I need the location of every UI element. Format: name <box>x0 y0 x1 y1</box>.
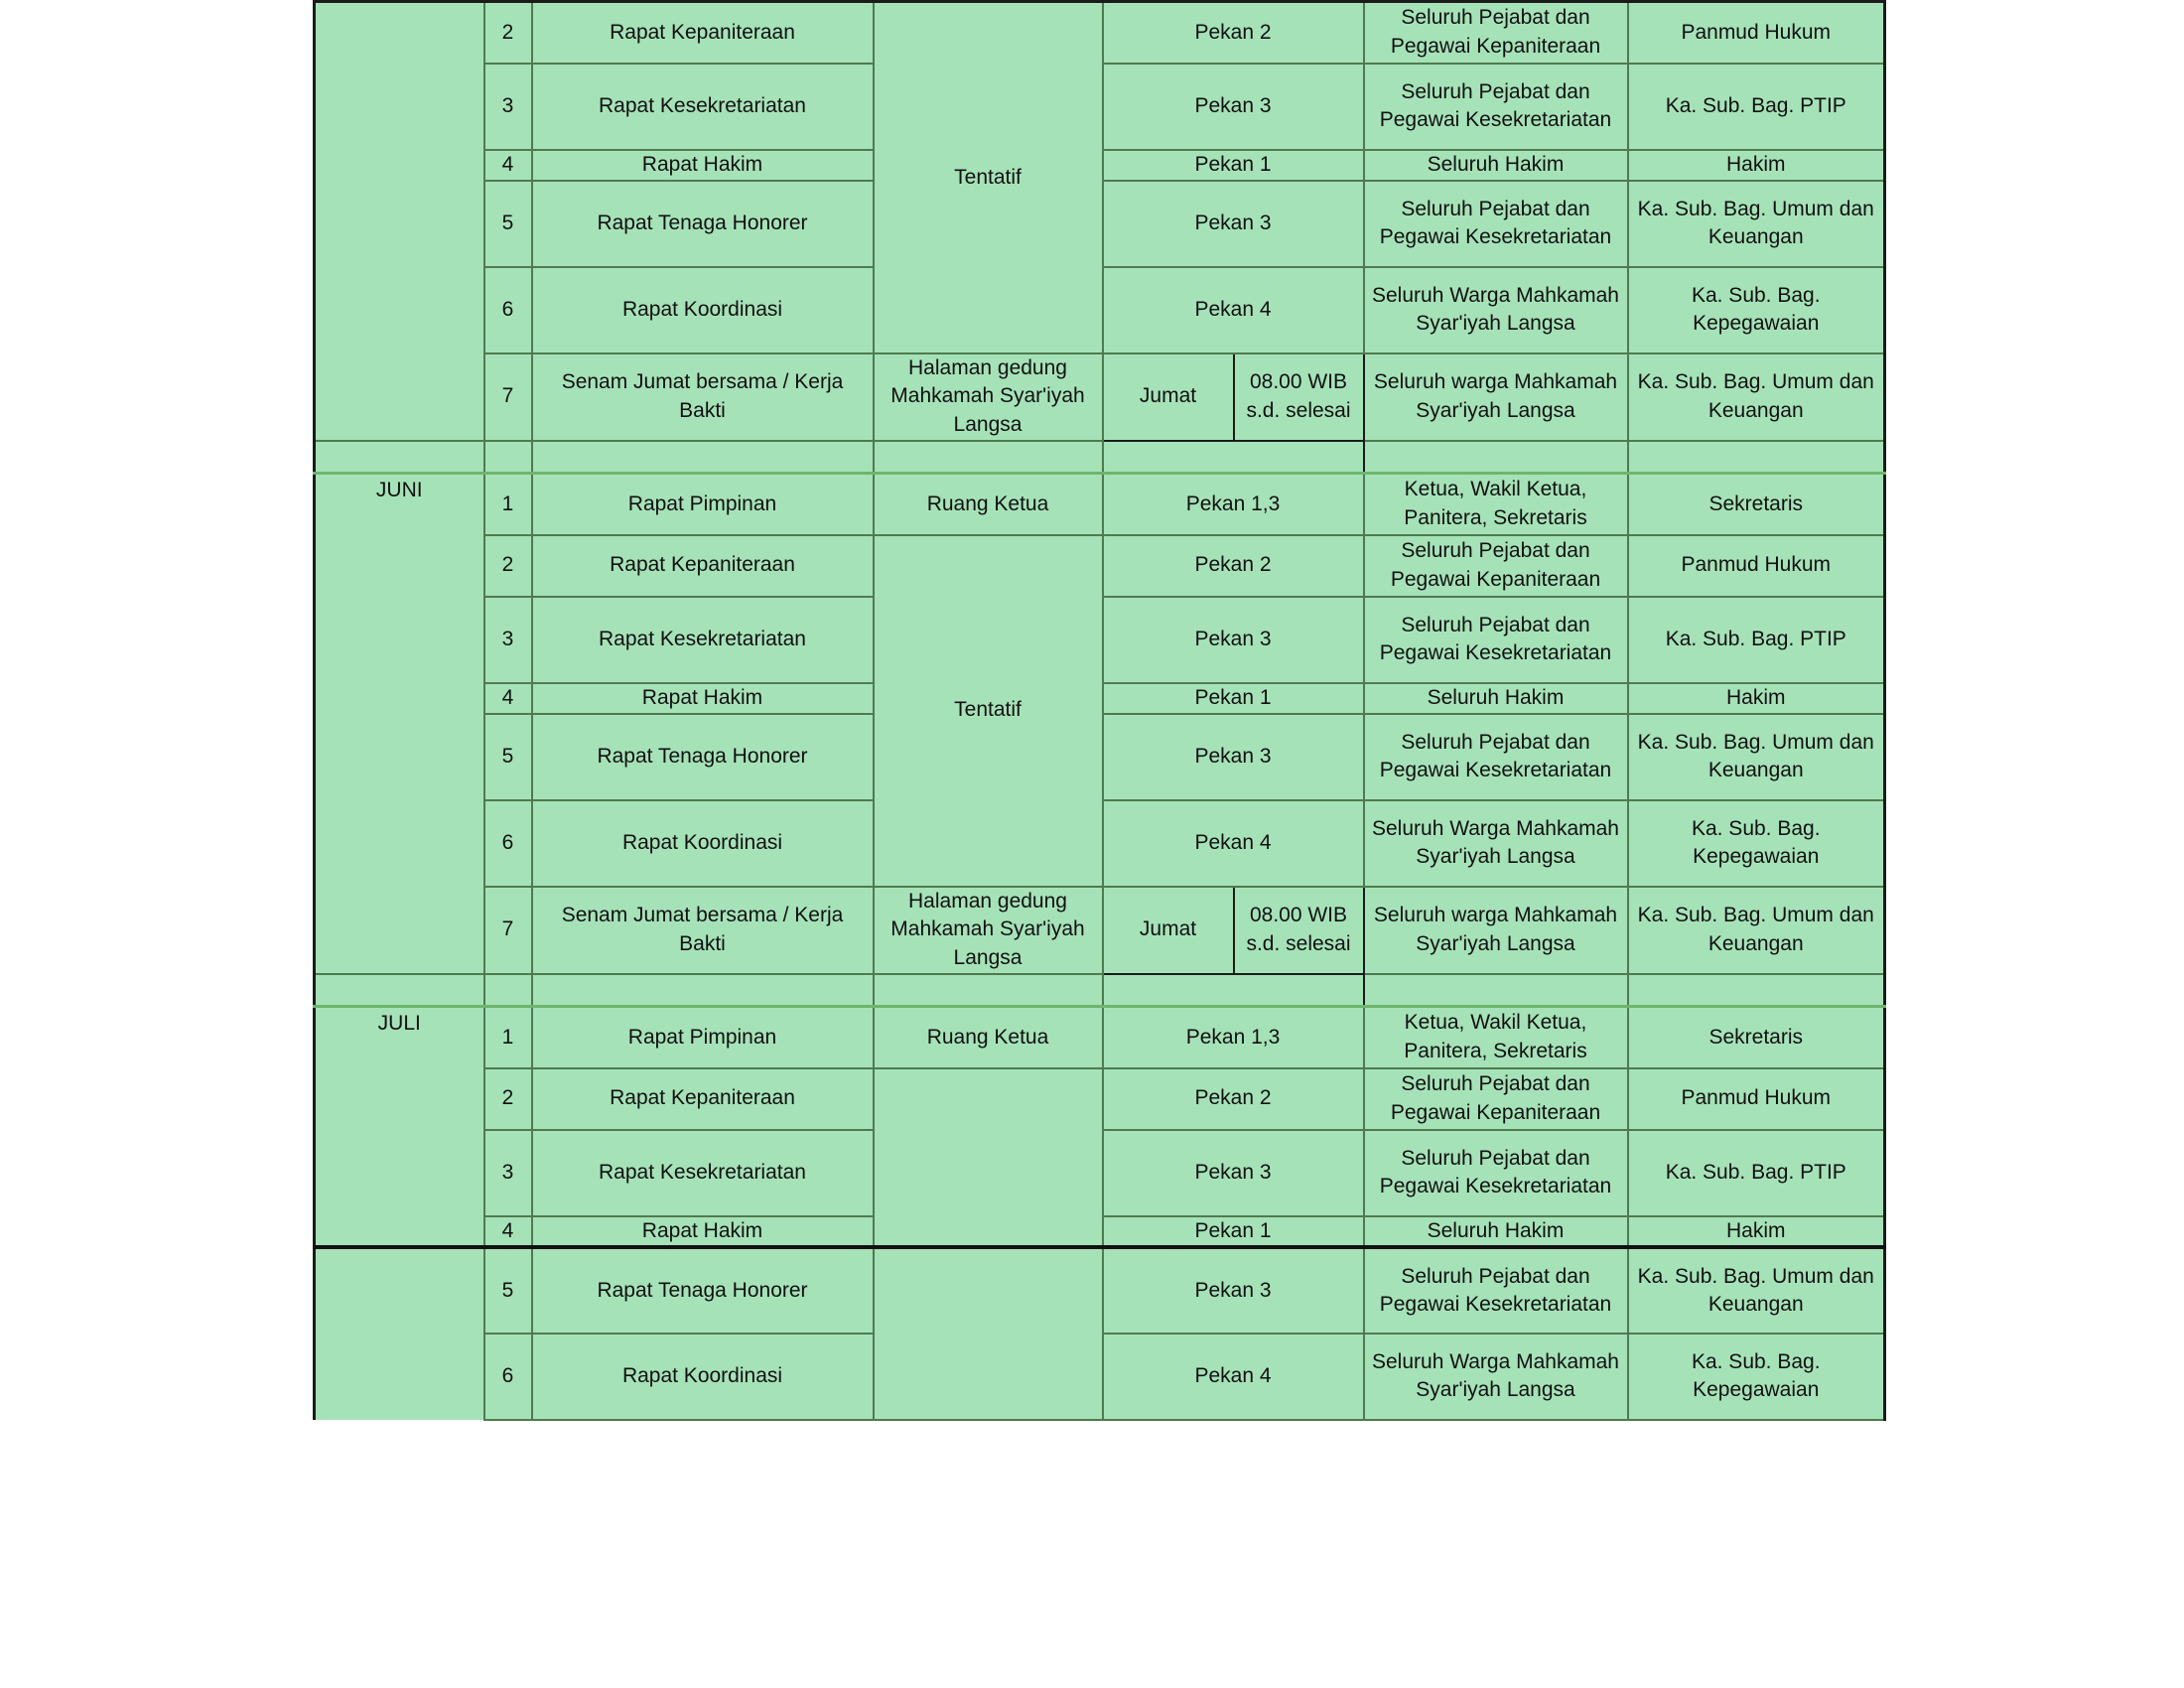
row-number: 5 <box>484 1247 532 1334</box>
time-cell: Pekan 1,3 <box>1103 474 1364 535</box>
hour-cell: 08.00 WIB s.d. selesai <box>1234 887 1364 974</box>
responsible-cell: Ka. Sub. Bag. PTIP <box>1628 1130 1885 1216</box>
participants-cell: Ketua, Wakil Ketua, Panitera, Sekretaris <box>1364 1007 1628 1068</box>
responsible-cell: Panmud Hukum <box>1628 1068 1885 1130</box>
row-number: 3 <box>484 1130 532 1216</box>
row-number: 6 <box>484 800 532 887</box>
activity-cell: Rapat Pimpinan <box>532 474 874 535</box>
activity-cell: Rapat Tenaga Honorer <box>532 714 874 800</box>
time-cell: Pekan 2 <box>1103 1068 1364 1130</box>
activity-cell: Rapat Hakim <box>532 1216 874 1247</box>
participants-cell: Seluruh Pejabat dan Pegawai Kepaniteraan <box>1364 1068 1628 1130</box>
row-number: 3 <box>484 64 532 150</box>
responsible-cell: Ka. Sub. Bag. Umum dan Keuangan <box>1628 714 1885 800</box>
day-cell: Jumat <box>1103 887 1234 974</box>
day-cell: Jumat <box>1103 353 1234 441</box>
row-number: 4 <box>484 150 532 181</box>
activity-cell: Rapat Koordinasi <box>532 800 874 887</box>
activity-cell: Rapat Pimpinan <box>532 1007 874 1068</box>
table-row <box>315 2 1885 64</box>
responsible-cell: Panmud Hukum <box>1628 535 1885 597</box>
place-cell: Ruang Ketua <box>874 1007 1103 1068</box>
activity-cell: Rapat Kepaniteraan <box>532 535 874 597</box>
table-row <box>315 474 1885 535</box>
table-row <box>315 353 1885 441</box>
responsible-cell: Ka. Sub. Bag. PTIP <box>1628 64 1885 150</box>
participants-cell: Seluruh Warga Mahkamah Syar'iyah Langsa <box>1364 267 1628 353</box>
place-cell: Halaman gedung Mahkamah Syar'iyah Langsa <box>874 887 1103 974</box>
place-cell: Ruang Ketua <box>874 474 1103 535</box>
participants-cell: Ketua, Wakil Ketua, Panitera, Sekretaris <box>1364 474 1628 535</box>
participants-cell: Seluruh Pejabat dan Pegawai Kesekretariatan <box>1364 597 1628 683</box>
spacer-row <box>315 441 1885 474</box>
activity-cell: Rapat Kepaniteraan <box>532 2 874 64</box>
month-cell <box>315 1247 484 1420</box>
responsible-cell: Ka. Sub. Bag. Kepegawaian <box>1628 1334 1885 1420</box>
row-number: 2 <box>484 2 532 64</box>
responsible-cell: Ka. Sub. Bag. Umum dan Keuangan <box>1628 181 1885 267</box>
participants-cell: Seluruh warga Mahkamah Syar'iyah Langsa <box>1364 887 1628 974</box>
row-number: 1 <box>484 1007 532 1068</box>
activity-cell: Rapat Kesekretariatan <box>532 1130 874 1216</box>
time-cell: Pekan 3 <box>1103 597 1364 683</box>
row-number: 7 <box>484 353 532 441</box>
time-cell: Pekan 4 <box>1103 800 1364 887</box>
participants-cell: Seluruh Hakim <box>1364 1216 1628 1247</box>
table-row <box>315 887 1885 974</box>
responsible-cell: Ka. Sub. Bag. Kepegawaian <box>1628 800 1885 887</box>
time-cell: Pekan 3 <box>1103 181 1364 267</box>
schedule-table <box>313 0 1886 1421</box>
time-cell: Pekan 4 <box>1103 267 1364 353</box>
activity-cell: Rapat Kesekretariatan <box>532 64 874 150</box>
activity-cell: Rapat Kepaniteraan <box>532 1068 874 1130</box>
row-number: 6 <box>484 1334 532 1420</box>
participants-cell: Seluruh Warga Mahkamah Syar'iyah Langsa <box>1364 1334 1628 1420</box>
row-number: 3 <box>484 597 532 683</box>
time-cell: Pekan 3 <box>1103 1130 1364 1216</box>
place-cell <box>874 1247 1103 1420</box>
row-number: 7 <box>484 887 532 974</box>
row-number: 5 <box>484 181 532 267</box>
place-cell: Tentatif <box>874 2 1103 353</box>
responsible-cell: Ka. Sub. Bag. Kepegawaian <box>1628 267 1885 353</box>
time-cell: Pekan 1,3 <box>1103 1007 1364 1068</box>
table-row <box>315 1007 1885 1068</box>
month-cell: JUNI <box>315 474 484 974</box>
responsible-cell: Hakim <box>1628 683 1885 714</box>
participants-cell: Seluruh Hakim <box>1364 683 1628 714</box>
hour-cell: 08.00 WIB s.d. selesai <box>1234 353 1364 441</box>
month-cell: JULI <box>315 1007 484 1247</box>
participants-cell: Seluruh Hakim <box>1364 150 1628 181</box>
time-cell: Pekan 3 <box>1103 64 1364 150</box>
time-cell: Pekan 1 <box>1103 1216 1364 1247</box>
activity-cell: Rapat Tenaga Honorer <box>532 1247 874 1334</box>
row-number: 4 <box>484 1216 532 1247</box>
participants-cell: Seluruh Pejabat dan Pegawai Kepaniteraan <box>1364 2 1628 64</box>
row-number: 5 <box>484 714 532 800</box>
table-row <box>315 1068 1885 1130</box>
row-number: 4 <box>484 683 532 714</box>
time-cell: Pekan 1 <box>1103 150 1364 181</box>
row-number: 2 <box>484 1068 532 1130</box>
place-cell <box>874 1068 1103 1247</box>
responsible-cell: Ka. Sub. Bag. PTIP <box>1628 597 1885 683</box>
activity-cell: Rapat Tenaga Honorer <box>532 181 874 267</box>
participants-cell: Seluruh Warga Mahkamah Syar'iyah Langsa <box>1364 800 1628 887</box>
activity-cell: Rapat Hakim <box>532 683 874 714</box>
responsible-cell: Sekretaris <box>1628 474 1885 535</box>
time-cell: Pekan 1 <box>1103 683 1364 714</box>
activity-cell: Rapat Kesekretariatan <box>532 597 874 683</box>
table-row <box>315 1247 1885 1334</box>
responsible-cell: Hakim <box>1628 150 1885 181</box>
responsible-cell: Panmud Hukum <box>1628 2 1885 64</box>
activity-cell: Senam Jumat bersama / Kerja Bakti <box>532 887 874 974</box>
row-number: 1 <box>484 474 532 535</box>
spacer-row <box>315 974 1885 1007</box>
responsible-cell: Ka. Sub. Bag. Umum dan Keuangan <box>1628 353 1885 441</box>
responsible-cell: Hakim <box>1628 1216 1885 1247</box>
time-cell: Pekan 3 <box>1103 714 1364 800</box>
activity-cell: Rapat Koordinasi <box>532 1334 874 1420</box>
responsible-cell: Sekretaris <box>1628 1007 1885 1068</box>
time-cell: Pekan 3 <box>1103 1247 1364 1334</box>
place-cell: Halaman gedung Mahkamah Syar'iyah Langsa <box>874 353 1103 441</box>
activity-cell: Rapat Hakim <box>532 150 874 181</box>
time-cell: Pekan 4 <box>1103 1334 1364 1420</box>
time-cell: Pekan 2 <box>1103 535 1364 597</box>
participants-cell: Seluruh Pejabat dan Pegawai Kepaniteraan <box>1364 535 1628 597</box>
activity-cell: Senam Jumat bersama / Kerja Bakti <box>532 353 874 441</box>
participants-cell: Seluruh Pejabat dan Pegawai Kesekretariatan <box>1364 181 1628 267</box>
row-number: 2 <box>484 535 532 597</box>
participants-cell: Seluruh Pejabat dan Pegawai Kesekretariatan <box>1364 1130 1628 1216</box>
participants-cell: Seluruh Pejabat dan Pegawai Kesekretariatan <box>1364 64 1628 150</box>
activity-cell: Rapat Koordinasi <box>532 267 874 353</box>
table-row <box>315 535 1885 597</box>
month-cell <box>315 2 484 441</box>
responsible-cell: Ka. Sub. Bag. Umum dan Keuangan <box>1628 887 1885 974</box>
time-cell: Pekan 2 <box>1103 2 1364 64</box>
place-cell: Tentatif <box>874 535 1103 887</box>
participants-cell: Seluruh Pejabat dan Pegawai Kesekretariatan <box>1364 714 1628 800</box>
participants-cell: Seluruh warga Mahkamah Syar'iyah Langsa <box>1364 353 1628 441</box>
participants-cell: Seluruh Pejabat dan Pegawai Kesekretariatan <box>1364 1247 1628 1334</box>
row-number: 6 <box>484 267 532 353</box>
responsible-cell: Ka. Sub. Bag. Umum dan Keuangan <box>1628 1247 1885 1334</box>
